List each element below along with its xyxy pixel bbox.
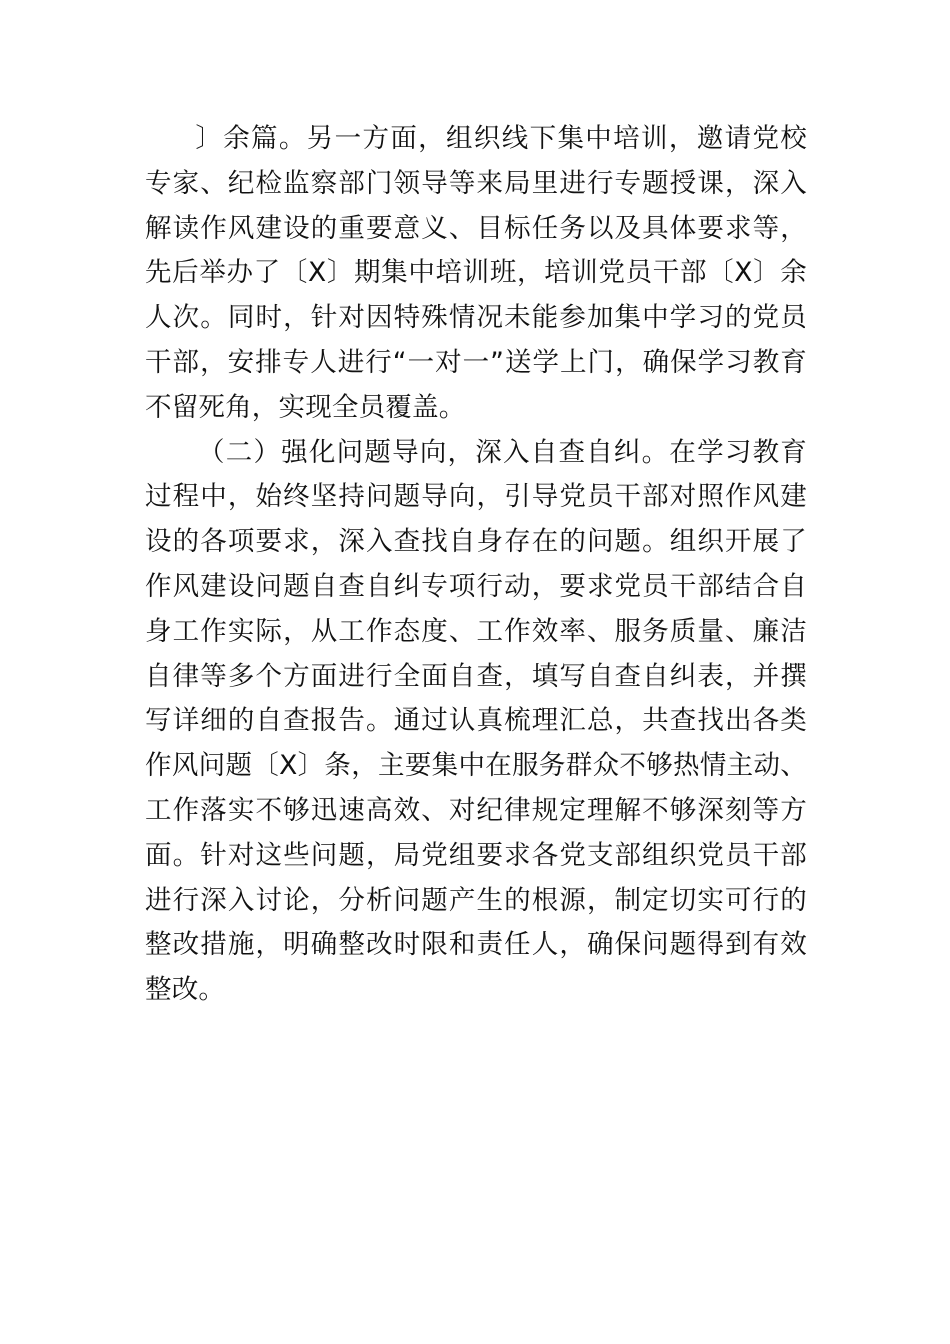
- paragraph-section-two: （二）强化问题导向，深入自查自纠。在学习教育过程中，始终坚持问题导向，引导党员干部对照作风建设的各项要求，深入查找自身存在的问题。组织开展了作风建设问题自查自纠专项行动，要求党员干部结合自身工作实际，从工作态度、工作效率、服务质量、廉洁自律等多个方面进行全面自查，填写自查自纠表，并撰写详细的自查报告。通过认真梳理汇总，共查找出各类作风问题〔X〕条，主要集中在服务群众不够热情主动、工作落实不够迅速高效、对纪律规定理解不够深刻等方面。针对这些问题，局党组要求各党支部组织党员干部进行深入讨论，分析问题产生的根源，制定切实可行的整改措施，明确整改时限和责任人，确保问题得到有效整改。: [145, 436, 807, 1006]
- paragraph-continued: 〕余篇。另一方面，组织线下集中培训，邀请党校专家、纪检监察部门领导等来局里进行专题授课，深入解读作风建设的重要意义、目标任务以及具体要求等，先后举办了〔X〕期集中培训班，培训党员干部〔X〕余人次。同时，针对因特殊情况未能参加集中学习的党员干部，安排专人进行“一对一”送学上门，确保学习教育不留死角，实现全员覆盖。: [145, 123, 807, 423]
- document-body: [145, 117, 807, 1013]
